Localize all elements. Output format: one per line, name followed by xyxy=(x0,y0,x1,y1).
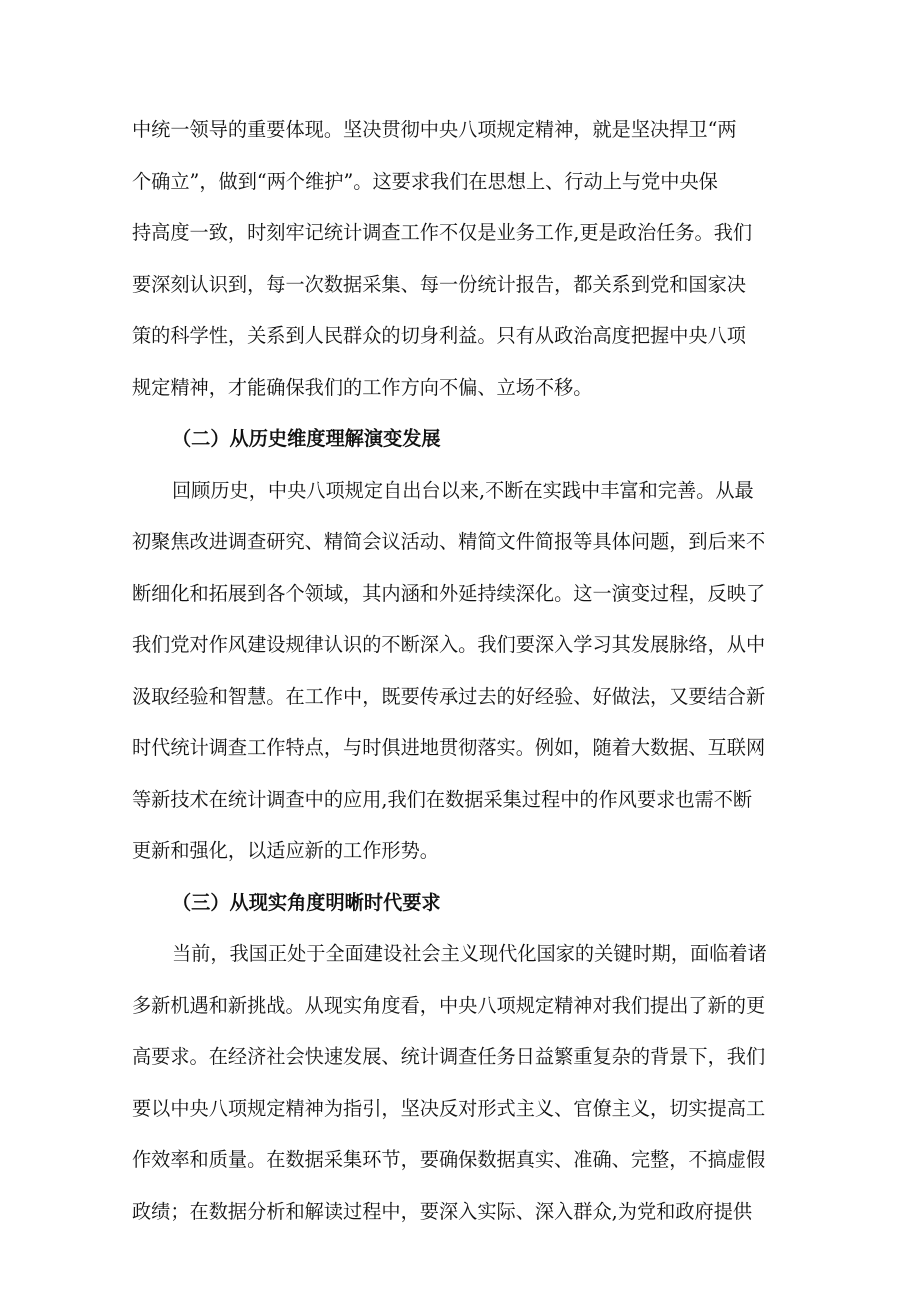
paragraph-2-line-4: 我们党对作风建设规律认识的不断深入。我们要深入学习其发展脉络，从中 xyxy=(132,633,766,656)
paragraph-3-line-5: 作效率和质量。在数据采集环节，要确保数据真实、准确、完整，不搞虚假 xyxy=(132,1148,766,1171)
paragraph-1-line-4: 要深刻认识到，每一次数据采集、每一份统计报告，都关系到党和国家决 xyxy=(132,273,746,296)
paragraph-2-line-8: 更新和强化，以适应新的工作形势。 xyxy=(132,839,439,862)
paragraph-1-line-2: 个确立”，做到“两个维护”。这要求我们在思想上、行动上与党中央保 xyxy=(132,170,718,193)
paragraph-2-line-7: 等新技术在统计调查中的应用,我们在数据采集过程中的作风要求也需不断 xyxy=(132,788,753,811)
paragraph-2-line-3: 断细化和拓展到各个领域，其内涵和外延持续深化。这一演变过程，反映了 xyxy=(132,582,766,605)
paragraph-3-line-1: 当前，我国正处于全面建设社会主义现代化国家的关键时期，面临着诸 xyxy=(172,942,767,965)
paragraph-2-line-5: 汲取经验和智慧。在工作中，既要传承过去的好经验、好做法，又要结合新 xyxy=(132,685,766,708)
paragraph-2-line-1: 回顾历史，中央八项规定自出台以来,不断在实践中丰富和完善。从最 xyxy=(172,479,754,502)
paragraph-3-line-2: 多新机遇和新挑战。从现实角度看，中央八项规定精神对我们提出了新的更 xyxy=(132,994,766,1017)
paragraph-3-line-3: 高要求。在经济社会快速发展、统计调查任务日益繁重复杂的背景下，我们 xyxy=(132,1045,766,1068)
paragraph-3-line-6: 政绩；在数据分析和解读过程中，要深入实际、深入群众,为党和政府提供 xyxy=(132,1200,753,1223)
paragraph-1-line-5: 策的科学性，关系到人民群众的切身利益。只有从政治高度把握中央八项 xyxy=(132,324,746,347)
paragraph-1-line-3: 持高度一致，时刻牢记统计调查工作不仅是业务工作,更是政治任务。我们 xyxy=(132,221,753,244)
paragraph-2-line-2: 初聚焦改进调查研究、精简会议活动、精简文件简报等具体问题，到后来不 xyxy=(132,530,766,553)
paragraph-3-line-4: 要以中央八项规定精神为指引，坚决反对形式主义、官僚主义，切实提高工 xyxy=(132,1097,766,1120)
paragraph-1-line-6: 规定精神，才能确保我们的工作方向不偏、立场不移。 xyxy=(132,376,593,399)
paragraph-1-line-1: 中统一领导的重要体现。坚决贯彻中央八项规定精神，就是坚决捍卫“两 xyxy=(132,118,737,141)
section-heading-3: （三）从现实角度明晰时代要求 xyxy=(172,891,441,914)
section-heading-2: （二）从历史维度理解演变发展 xyxy=(172,427,441,450)
paragraph-2-line-6: 时代统计调查工作特点，与时俱进地贯彻落实。例如，随着大数据、互联网 xyxy=(132,736,766,759)
